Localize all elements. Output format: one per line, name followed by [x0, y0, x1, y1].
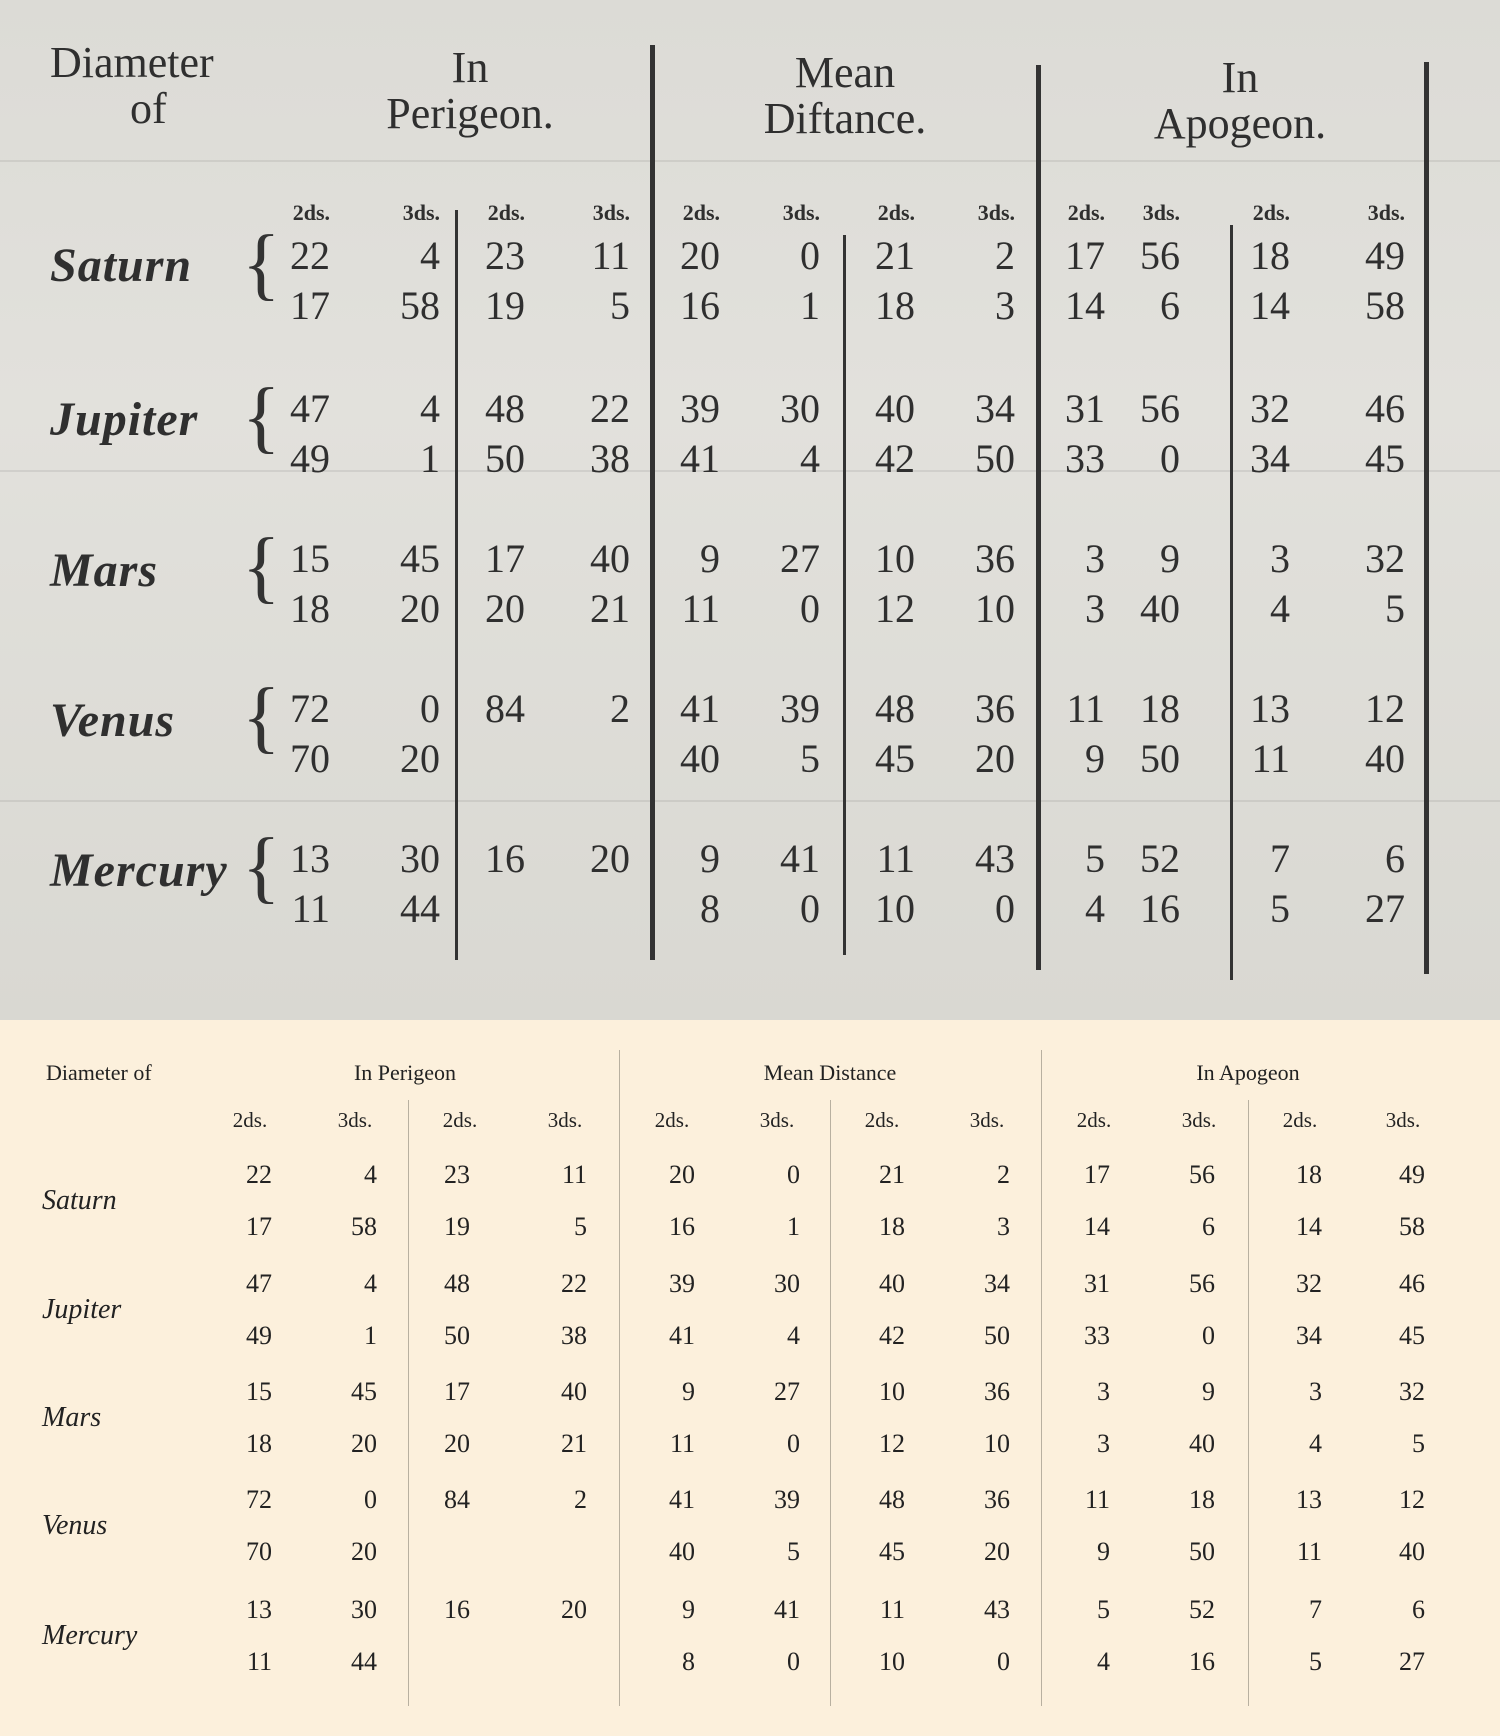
- scan-cell: 11: [591, 233, 630, 278]
- table-cell: 5: [1309, 1647, 1322, 1676]
- scan-cell: 0: [995, 886, 1015, 931]
- scan-rule: [1424, 62, 1429, 974]
- scan-cell: 50: [1140, 736, 1180, 781]
- scan-header-perigeon-line2: Perigeon.: [386, 89, 554, 139]
- table-cell: 6: [1202, 1212, 1215, 1241]
- table-cell: 45: [1399, 1321, 1425, 1350]
- scan-cell: 50: [975, 436, 1015, 481]
- table-cell: 0: [787, 1160, 800, 1189]
- subheader-thirds: 3ds.: [969, 1108, 1005, 1132]
- table-cell: 50: [1189, 1537, 1215, 1566]
- scan-cell: 48: [485, 386, 525, 431]
- scan-subheader: 2ds.: [1252, 200, 1290, 225]
- scan-cell: 40: [875, 386, 915, 431]
- table-cell: 46: [1399, 1269, 1425, 1298]
- scan-cell: 30: [400, 836, 440, 881]
- table-cell: 43: [984, 1595, 1010, 1624]
- table-cell: 7: [1309, 1595, 1322, 1624]
- scan-cell: 50: [485, 436, 525, 481]
- table-cell: 17: [1084, 1160, 1110, 1189]
- scan-cell: 11: [1251, 736, 1290, 781]
- table-cell: 20: [669, 1160, 695, 1189]
- scan-cell: 42: [875, 436, 915, 481]
- table-cell: 8: [682, 1647, 695, 1676]
- subheader-thirds: 3ds.: [1385, 1108, 1421, 1132]
- scan-cell: 21: [875, 233, 915, 278]
- brace-glyph: {: [242, 823, 281, 911]
- scan-cell: 1: [800, 283, 820, 328]
- table-cell: 2: [574, 1485, 587, 1514]
- table-cell: 42: [879, 1321, 905, 1350]
- brace-glyph: {: [242, 373, 281, 461]
- scan-cell: 58: [400, 283, 440, 328]
- scan-cell: 11: [1066, 686, 1105, 731]
- scan-cell: 16: [680, 283, 720, 328]
- scan-cell: 32: [1365, 536, 1405, 581]
- subheader-seconds: 2ds.: [442, 1108, 478, 1132]
- scan-cell: 17: [290, 283, 330, 328]
- brace-glyph: {: [242, 220, 281, 308]
- scan-cell: 6: [1160, 283, 1180, 328]
- scan-planet-name: Jupiter: [50, 393, 199, 446]
- scan-cell: 34: [975, 386, 1015, 431]
- table-cell: 18: [1296, 1160, 1322, 1189]
- show-through-line: [0, 160, 1500, 162]
- scan-cell: 27: [780, 536, 820, 581]
- table-cell: 39: [774, 1485, 800, 1514]
- table-cell: 9: [1097, 1537, 1110, 1566]
- scan-subheader: 3ds.: [977, 200, 1015, 225]
- table-cell: 38: [561, 1321, 587, 1350]
- table-cell: 41: [669, 1485, 695, 1514]
- scan-cell: 5: [610, 283, 630, 328]
- table-cell: 58: [1399, 1212, 1425, 1241]
- scan-cell: 46: [1365, 386, 1405, 431]
- table-cell: 27: [774, 1377, 800, 1406]
- table-cell: 18: [246, 1429, 272, 1458]
- scan-cell: 45: [875, 736, 915, 781]
- table-cell: 15: [246, 1377, 272, 1406]
- table-cell: 10: [879, 1647, 905, 1676]
- table-cell: 1: [364, 1321, 377, 1350]
- scan-cell: 9: [700, 536, 720, 581]
- brace-glyph: {: [242, 523, 281, 611]
- scan-cell: 52: [1140, 836, 1180, 881]
- table-cell: 1: [787, 1212, 800, 1241]
- table-cell: 40: [669, 1537, 695, 1566]
- table-cell: 11: [669, 1429, 695, 1458]
- table-cell: 72: [246, 1485, 272, 1514]
- scan-cell: 48: [875, 686, 915, 731]
- table-cell: 12: [879, 1429, 905, 1458]
- table-cell: 0: [1202, 1321, 1215, 1350]
- scan-cell: 10: [975, 586, 1015, 631]
- table-cell: 32: [1399, 1377, 1425, 1406]
- scan-cell: 4: [1085, 886, 1105, 931]
- table-cell: 41: [669, 1321, 695, 1350]
- table-cell: 36: [984, 1485, 1010, 1514]
- table-cell: 20: [351, 1537, 377, 1566]
- scan-planet-name: Mars: [50, 544, 159, 597]
- scan-subheader: 3ds.: [592, 200, 630, 225]
- scan-cell: 16: [485, 836, 525, 881]
- table-cell: 30: [351, 1595, 377, 1624]
- scan-cell: 20: [590, 836, 630, 881]
- planet-name: Mars: [42, 1402, 102, 1433]
- scan-cell: 41: [780, 836, 820, 881]
- table-cell: 3: [1309, 1377, 1322, 1406]
- table-cell: 5: [787, 1537, 800, 1566]
- scan-header-mean: [720, 50, 970, 142]
- table-cell: 3: [997, 1212, 1010, 1241]
- scan-planet-name: Mercury: [50, 844, 228, 897]
- scan-cell: 39: [780, 686, 820, 731]
- scan-cell: 14: [1065, 283, 1105, 328]
- table-cell: 48: [879, 1485, 905, 1514]
- scan-cell: 18: [1250, 233, 1290, 278]
- scan-cell: 17: [485, 536, 525, 581]
- table-cell: 5: [1097, 1595, 1110, 1624]
- scan-cell: 12: [875, 586, 915, 631]
- scan-cell: 9: [700, 836, 720, 881]
- scan-cell: 11: [876, 836, 915, 881]
- scan-cell: 2: [995, 233, 1015, 278]
- scan-cell: 56: [1140, 386, 1180, 431]
- scan-header-apogeon-line1: In: [1221, 53, 1259, 102]
- table-cell: 2: [997, 1160, 1010, 1189]
- table-cell: 9: [682, 1377, 695, 1406]
- scan-cell: 58: [1365, 283, 1405, 328]
- table-cell: 11: [561, 1160, 587, 1189]
- table-cell: 50: [984, 1321, 1010, 1350]
- scan-cell: 45: [1365, 436, 1405, 481]
- table-cell: 49: [246, 1321, 272, 1350]
- scan-cell: 21: [590, 586, 630, 631]
- table-cell: 48: [444, 1269, 470, 1298]
- scan-cell: 72: [290, 686, 330, 731]
- table-cell: 21: [879, 1160, 905, 1189]
- planet-name: Saturn: [42, 1185, 117, 1216]
- scan-cell: 44: [400, 886, 440, 931]
- scan-cell: 47: [290, 386, 330, 431]
- table-cell: 44: [351, 1647, 377, 1676]
- table-cell: 14: [1296, 1212, 1322, 1241]
- table-cell: 16: [444, 1595, 470, 1624]
- table-cell: 5: [574, 1212, 587, 1241]
- table-cell: 84: [444, 1485, 470, 1514]
- scan-cell: 49: [290, 436, 330, 481]
- scan-cell: 4: [420, 386, 440, 431]
- table-cell: 30: [774, 1269, 800, 1298]
- scan-header-mean-line2: Diftance.: [763, 94, 927, 144]
- subheader-seconds: 2ds.: [864, 1108, 900, 1132]
- table-cell: 23: [444, 1160, 470, 1189]
- scan-cell: 23: [485, 233, 525, 278]
- planet-name: Venus: [42, 1510, 108, 1541]
- scan-subheader: 2ds.: [487, 200, 525, 225]
- subheader-seconds: 2ds.: [654, 1108, 690, 1132]
- scan-cell: 5: [1085, 836, 1105, 881]
- scan-cell: 40: [1365, 736, 1405, 781]
- scan-cell: 13: [1250, 686, 1290, 731]
- table-cell: 45: [879, 1537, 905, 1566]
- scan-cell: 38: [590, 436, 630, 481]
- table-cell: 11: [1084, 1485, 1110, 1514]
- scan-cell: 39: [680, 386, 720, 431]
- table-cell: 4: [364, 1160, 377, 1189]
- scan-cell: 20: [400, 586, 440, 631]
- scan-cell: 40: [590, 536, 630, 581]
- scan-cell: 31: [1065, 386, 1105, 431]
- scan-header-perigeon: [340, 45, 600, 137]
- scan-cell: 2: [610, 686, 630, 731]
- table-cell: 0: [787, 1647, 800, 1676]
- scan-subheader: 3ds.: [782, 200, 820, 225]
- scan-cell: 20: [485, 586, 525, 631]
- scan-cell: 45: [400, 536, 440, 581]
- scan-cell: 32: [1250, 386, 1290, 431]
- table-cell: 3: [1097, 1429, 1110, 1458]
- table-cell: 4: [1097, 1647, 1110, 1676]
- table-cell: 70: [246, 1537, 272, 1566]
- scan-subheader: 2ds.: [877, 200, 915, 225]
- planet-name: Jupiter: [42, 1294, 122, 1325]
- scan-planet-name: Venus: [50, 694, 176, 747]
- scan-cell: 18: [1140, 686, 1180, 731]
- scan-cell: 15: [290, 536, 330, 581]
- table-cell: 40: [1189, 1429, 1215, 1458]
- scan-cell: 84: [485, 686, 525, 731]
- planet-name: Mercury: [42, 1620, 138, 1651]
- scan-cell: 10: [875, 886, 915, 931]
- table-cell: 0: [787, 1429, 800, 1458]
- table-cell: 47: [246, 1269, 272, 1298]
- table-cell: 34: [984, 1269, 1010, 1298]
- scan-cell: 14: [1250, 283, 1290, 328]
- table-cell: 56: [1189, 1269, 1215, 1298]
- table-cell: 5: [1412, 1429, 1425, 1458]
- scan-cell: 3: [1270, 536, 1290, 581]
- scan-header-diameter: [50, 40, 214, 132]
- scan-cell: 4: [1270, 586, 1290, 631]
- transcription-table: [0, 1020, 1500, 1736]
- scan-cell: 6: [1385, 836, 1405, 881]
- scan-cell: 34: [1250, 436, 1290, 481]
- scan-cell: 70: [290, 736, 330, 781]
- table-cell: 21: [561, 1429, 587, 1458]
- table-cell: 22: [246, 1160, 272, 1189]
- scan-cell: 7: [1270, 836, 1290, 881]
- scan-subheader: 3ds.: [1142, 200, 1180, 225]
- table-cell: 58: [351, 1212, 377, 1241]
- scan-cell: 12: [1365, 686, 1405, 731]
- scan-cell: 4: [420, 233, 440, 278]
- scan-cell: 9: [1160, 536, 1180, 581]
- table-cell: 20: [444, 1429, 470, 1458]
- subheader-thirds: 3ds.: [1181, 1108, 1217, 1132]
- scan-cell: 3: [1085, 536, 1105, 581]
- table-cell: 14: [1084, 1212, 1110, 1241]
- scan-cell: 5: [800, 736, 820, 781]
- scan-cell: 1: [420, 436, 440, 481]
- scan-cell: 8: [700, 886, 720, 931]
- scan-subheader: 3ds.: [402, 200, 440, 225]
- scan-cell: 36: [975, 686, 1015, 731]
- table-cell: 40: [879, 1269, 905, 1298]
- table-cell: 4: [1309, 1429, 1322, 1458]
- scan-cell: 0: [800, 586, 820, 631]
- scan-cell: 56: [1140, 233, 1180, 278]
- scan-cell: 18: [875, 283, 915, 328]
- table-cell: 50: [444, 1321, 470, 1350]
- scan-cell: 40: [1140, 586, 1180, 631]
- scan-cell: 3: [1085, 586, 1105, 631]
- header-diameter-of: Diameter of: [46, 1060, 152, 1085]
- scan-subheader: 3ds.: [1367, 200, 1405, 225]
- scan-header-diameter-line2: of: [130, 84, 167, 134]
- scan-header-apogeon-line2: Apogeon.: [1153, 99, 1327, 149]
- table-cell: 31: [1084, 1269, 1110, 1298]
- scan-rule: [650, 45, 655, 960]
- scan-subheader: 2ds.: [1067, 200, 1105, 225]
- table-cell: 10: [879, 1377, 905, 1406]
- table-cell: 27: [1399, 1647, 1425, 1676]
- scan-planet-name: Saturn: [50, 239, 193, 292]
- table-cell: 9: [682, 1595, 695, 1624]
- table-cell: 40: [561, 1377, 587, 1406]
- table-cell: 49: [1399, 1160, 1425, 1189]
- scan-cell: 27: [1365, 886, 1405, 931]
- table-cell: 17: [444, 1377, 470, 1406]
- scan-cell: 20: [400, 736, 440, 781]
- scan-cell: 49: [1365, 233, 1405, 278]
- table-cell: 4: [787, 1321, 800, 1350]
- scan-cell: 30: [780, 386, 820, 431]
- table-cell: 41: [774, 1595, 800, 1624]
- table-cell: 20: [984, 1537, 1010, 1566]
- table-cell: 11: [246, 1647, 272, 1676]
- scan-cell: 41: [680, 686, 720, 731]
- table-cell: 56: [1189, 1160, 1215, 1189]
- scan-cell: 5: [1270, 886, 1290, 931]
- scan-cell: 17: [1065, 233, 1105, 278]
- table-cell: 20: [351, 1429, 377, 1458]
- subheader-seconds: 2ds.: [232, 1108, 268, 1132]
- brace-glyph: {: [242, 673, 281, 761]
- scan-cell: 13: [290, 836, 330, 881]
- table-cell: 17: [246, 1212, 272, 1241]
- table-cell: 34: [1296, 1321, 1322, 1350]
- scan-cell: 9: [1085, 736, 1105, 781]
- scan-subheader: 2ds.: [682, 200, 720, 225]
- table-cell: 20: [561, 1595, 587, 1624]
- subheader-seconds: 2ds.: [1076, 1108, 1112, 1132]
- scan-header-diameter-line1: Diameter: [50, 38, 214, 87]
- table-cell: 0: [364, 1485, 377, 1514]
- table-cell: 45: [351, 1377, 377, 1406]
- header-mean-distance: Mean Distance: [763, 1060, 897, 1085]
- table-cell: 40: [1399, 1537, 1425, 1566]
- scan-header-apogeon: [1110, 55, 1370, 147]
- table-cell: 52: [1189, 1595, 1215, 1624]
- scan-cell: 20: [680, 233, 720, 278]
- table-cell: 10: [984, 1429, 1010, 1458]
- table-cell: 13: [246, 1595, 272, 1624]
- scan-cell: 5: [1385, 586, 1405, 631]
- scan-cell: 0: [1160, 436, 1180, 481]
- scan-cell: 11: [291, 886, 330, 931]
- table-cell: 4: [364, 1269, 377, 1298]
- scan-cell: 20: [975, 736, 1015, 781]
- scan-cell: 22: [290, 233, 330, 278]
- table-cell: 12: [1399, 1485, 1425, 1514]
- scan-cell: 36: [975, 536, 1015, 581]
- table-cell: 19: [444, 1212, 470, 1241]
- table-cell: 9: [1202, 1377, 1215, 1406]
- subheader-thirds: 3ds.: [547, 1108, 583, 1132]
- subheader-seconds: 2ds.: [1282, 1108, 1318, 1132]
- table-cell: 39: [669, 1269, 695, 1298]
- scan-cell: 41: [680, 436, 720, 481]
- scan-cell: 33: [1065, 436, 1105, 481]
- show-through-line: [0, 800, 1500, 802]
- scan-header-perigeon-line1: In: [451, 43, 489, 92]
- scan-cell: 22: [590, 386, 630, 431]
- table-cell: 18: [1189, 1485, 1215, 1514]
- scan-cell: 18: [290, 586, 330, 631]
- scan-cell: 16: [1140, 886, 1180, 931]
- scan-cell: 43: [975, 836, 1015, 881]
- table-cell: 32: [1296, 1269, 1322, 1298]
- scan-cell: 10: [875, 536, 915, 581]
- table-cell: 16: [1189, 1647, 1215, 1676]
- subheader-thirds: 3ds.: [759, 1108, 795, 1132]
- scan-cell: 4: [800, 436, 820, 481]
- scan-cell: 3: [995, 283, 1015, 328]
- table-cell: 22: [561, 1269, 587, 1298]
- scan-cell: 11: [681, 586, 720, 631]
- table-cell: 16: [669, 1212, 695, 1241]
- table-cell: 6: [1412, 1595, 1425, 1624]
- table-cell: 18: [879, 1212, 905, 1241]
- table-cell: 33: [1084, 1321, 1110, 1350]
- scan-cell: 19: [485, 283, 525, 328]
- subheader-thirds: 3ds.: [337, 1108, 373, 1132]
- header-in-apogeon: In Apogeon: [1196, 1060, 1300, 1085]
- scan-cell: 0: [800, 886, 820, 931]
- scan-subheader: 2ds.: [292, 200, 330, 225]
- table-cell: 36: [984, 1377, 1010, 1406]
- table-cell: 11: [879, 1595, 905, 1624]
- scan-cell: 40: [680, 736, 720, 781]
- scan-cell: 0: [800, 233, 820, 278]
- table-cell: 11: [1296, 1537, 1322, 1566]
- table-cell: 3: [1097, 1377, 1110, 1406]
- scan-cell: 0: [420, 686, 440, 731]
- scan-header-mean-line1: Mean: [794, 48, 896, 97]
- header-in-perigeon: In Perigeon: [353, 1060, 457, 1085]
- table-cell: 13: [1296, 1485, 1322, 1514]
- table-cell: 0: [997, 1647, 1010, 1676]
